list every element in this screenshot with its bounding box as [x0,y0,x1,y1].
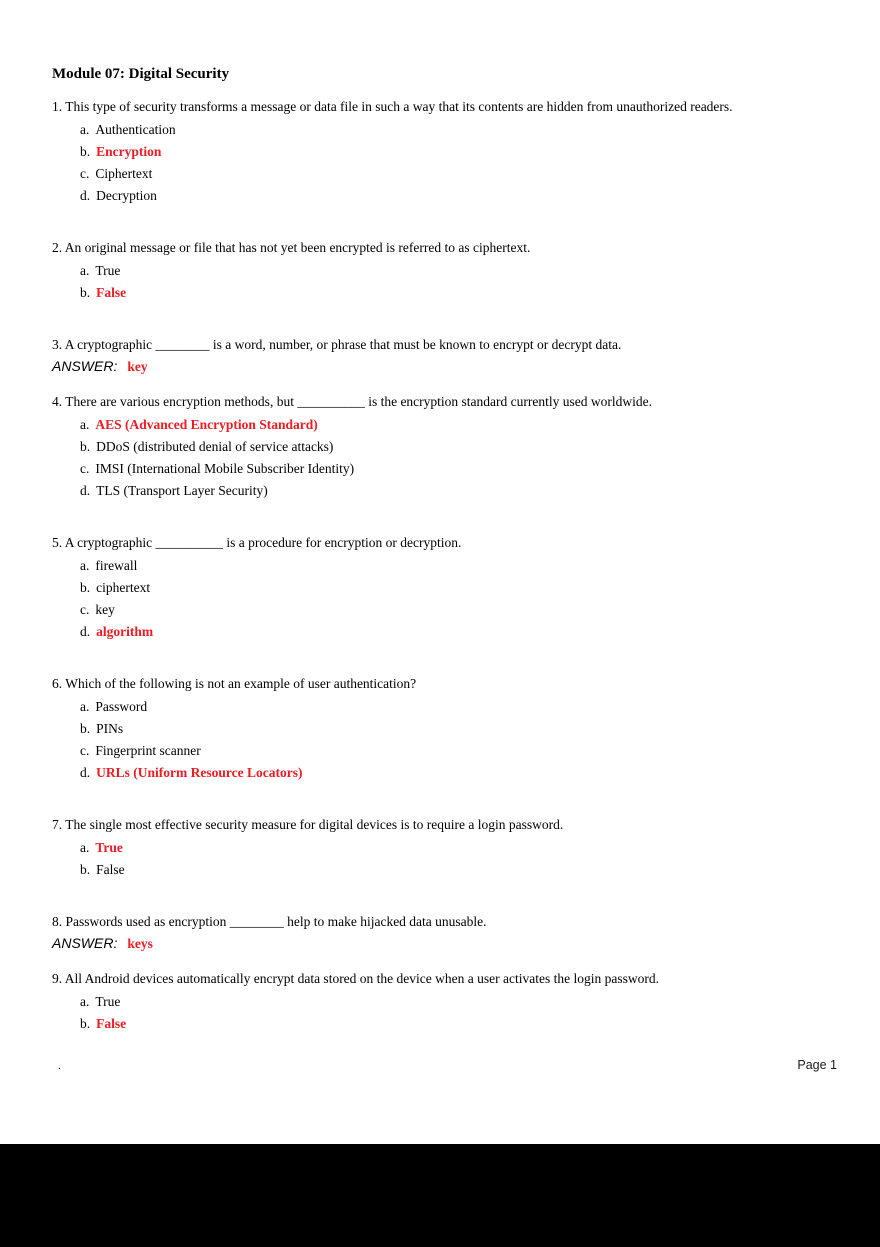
option-text-correct: URLs (Uniform Resource Locators) [96,765,303,780]
option-letter: a. [80,840,90,855]
option-letter: b. [80,580,91,595]
answer-option-c [80,163,808,185]
option-letter: a. [80,994,90,1009]
option-text-correct: False [96,1016,127,1031]
option-letter: b. [80,1016,91,1031]
option-text: False [96,862,125,877]
page-title: Module 07: Digital Security [52,66,230,82]
option-letter: b. [80,721,91,736]
option-text-correct: algorithm [96,624,154,639]
question-number: 3. [52,337,63,352]
answer-option-d [80,621,808,643]
answer-option-b [80,577,808,599]
answer-option-d [80,185,808,207]
option-text: firewall [95,558,138,573]
question-number: 4. [52,394,63,409]
answer-option-a [80,260,808,282]
option-letter: a. [80,263,90,278]
question-text [52,393,808,411]
option-letter: b. [80,862,91,877]
option-letter: c. [80,461,90,476]
answer-option-d [80,480,808,502]
option-list [52,119,808,207]
option-list [52,555,808,643]
answer-value: keys [127,936,153,951]
answer-option-b [80,859,808,881]
option-text: Decryption [96,188,157,203]
question-body-text: The single most effective security measure for digital devices is to require a login password. [65,817,564,832]
answer-option-c [80,458,808,480]
option-letter: d. [80,624,91,639]
question-list [52,98,822,1035]
bottom-black-band [0,1144,880,1247]
question-text [52,534,808,552]
question-text [52,675,808,693]
option-text: True [95,263,121,278]
question-number: 1. [52,99,63,114]
answer-option-a [80,414,808,436]
answer-option-a [80,837,808,859]
option-list [52,260,808,304]
option-text: Password [95,699,148,714]
option-text-correct: Encryption [96,144,162,159]
option-letter: c. [80,602,90,617]
question-text [52,913,808,931]
option-letter: d. [80,188,91,203]
option-letter: d. [80,483,91,498]
question-body-text: Passwords used as encryption ________ help to make hijacked data unusable. [65,914,487,929]
question-text [52,98,808,116]
answer-label: ANSWER: [52,358,118,374]
question-body-text: An original message or file that has not yet been encrypted is referred to as ciphertext. [64,240,531,255]
question [52,239,808,304]
option-letter: a. [80,122,90,137]
page-number: Page 1 [797,1058,837,1072]
answer-option-b [80,141,808,163]
option-letter: a. [80,699,90,714]
option-list [52,991,808,1035]
question-number: 6. [52,676,63,691]
question [52,393,808,502]
option-letter: b. [80,439,91,454]
answer-option-c [80,740,808,762]
option-text: Ciphertext [95,166,153,181]
option-text: Fingerprint scanner [95,743,201,758]
question [52,675,808,784]
option-letter: a. [80,558,90,573]
option-list [52,696,808,784]
question [52,816,808,881]
question-body-text: Which of the following is not an example of user authentication? [65,676,417,691]
page-footer [58,1058,837,1072]
question-body-text: This type of security transforms a message or data file in such a way that its contents are hidden from unauthorized readers. [65,99,733,114]
question-number: 2. [52,240,63,255]
answer-option-b [80,436,808,458]
option-text: TLS (Transport Layer Security) [96,483,268,498]
answer-option-a [80,555,808,577]
question-text [52,336,808,354]
option-letter: c. [80,743,90,758]
answer-option-b [80,718,808,740]
option-text-correct: AES (Advanced Encryption Standard) [95,417,318,432]
option-letter: b. [80,285,91,300]
question [52,970,808,1035]
option-text: ciphertext [96,580,151,595]
option-text: True [95,994,121,1009]
question [52,534,808,643]
question [52,336,808,376]
question-text [52,239,808,257]
question-body-text: A cryptographic ________ is a word, number, or phrase that must be known to encrypt or decrypt data. [64,337,622,352]
question-body-text: There are various encryption methods, but __________ is the encryption standard currently used worldwide. [65,394,652,409]
question-number: 7. [52,817,63,832]
question [52,98,808,207]
answer-option-b [80,282,808,304]
question-number: 9. [52,971,63,986]
answer-option-c [80,599,808,621]
option-letter: c. [80,166,90,181]
option-text: key [95,602,115,617]
footer-dot: . [58,1058,61,1072]
answer-option-a [80,119,808,141]
option-text: PINs [96,721,124,736]
option-text: IMSI (International Mobile Subscriber Identity) [95,461,355,476]
question-text [52,816,808,834]
answer-line [52,934,808,953]
option-list [52,837,808,881]
answer-option-b [80,1013,808,1035]
option-letter: d. [80,765,91,780]
option-text: DDoS (distributed denial of service attacks) [96,439,334,454]
option-text-correct: True [95,840,123,855]
answer-value: key [127,359,148,374]
question [52,913,808,953]
question-body-text: All Android devices automatically encrypt data stored on the device when a user activates the login password. [64,971,659,986]
answer-line [52,357,808,376]
answer-option-a [80,991,808,1013]
option-letter: b. [80,144,91,159]
question-text [52,970,808,988]
option-list [52,414,808,502]
answer-option-a [80,696,808,718]
answer-option-d [80,762,808,784]
answer-label: ANSWER: [52,935,118,951]
question-number: 5. [52,535,63,550]
option-text: Authentication [95,122,176,137]
question-number: 8. [52,914,63,929]
question-body-text: A cryptographic __________ is a procedure for encryption or decryption. [64,535,462,550]
option-letter: a. [80,417,90,432]
option-text-correct: False [96,285,127,300]
